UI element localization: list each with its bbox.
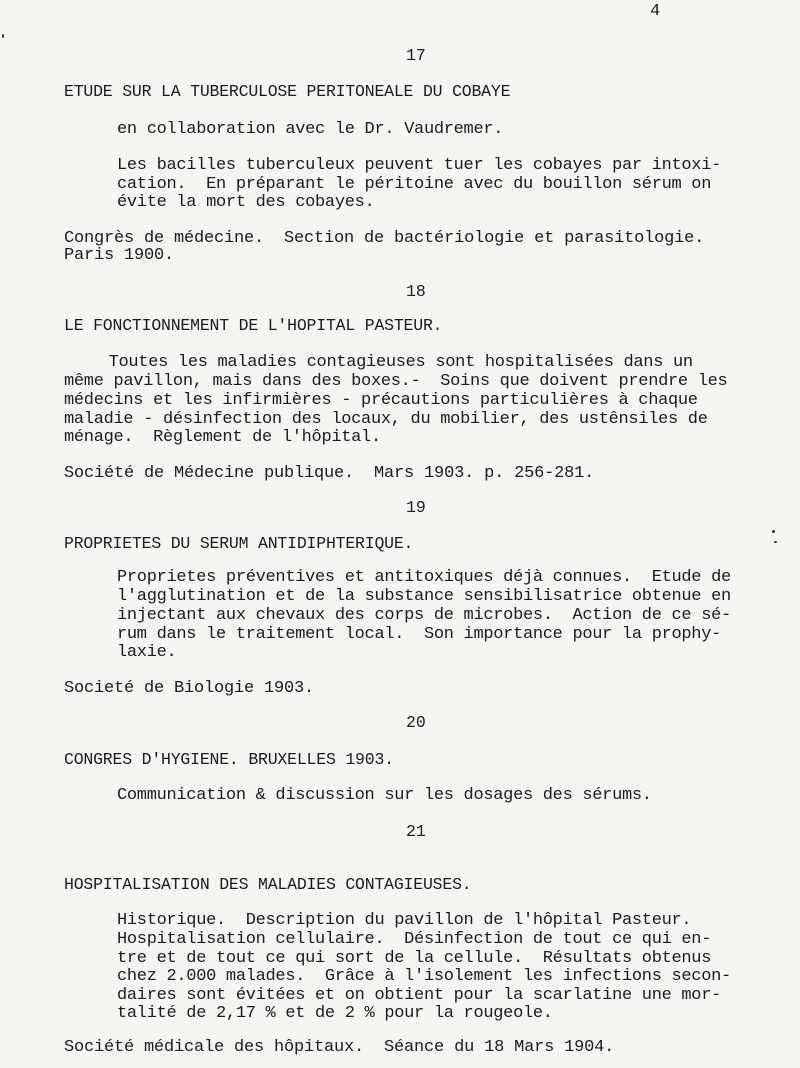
entry-body-line: cation. En préparant le péritoine avec du bouillon sérum on (117, 175, 712, 194)
entry-body-line: Historique. Description du pavillon de l'hôpital Pasteur. (117, 911, 692, 930)
entry-source-line: Société de Médecine publique. Mars 1903. p. 256-281. (64, 464, 595, 483)
entry-body-line: chez 2.000 malades. Grâce à l'isolement les infections secon- (117, 967, 731, 986)
entry-source-line: Paris 1900. (64, 246, 175, 265)
entry-body-line: ménage. Règlement de l'hôpital. (64, 428, 381, 447)
entry-body-line: Les bacilles tuberculeux peuvent tuer les cobayes par intoxi- (117, 156, 722, 175)
entry-title: PROPRIETES DU SERUM ANTIDIPHTERIQUE. (64, 534, 414, 553)
entry-body-line: Communication & discussion sur les dosages des sérums. (117, 786, 652, 805)
scan-speck (2, 34, 4, 38)
entry-collaboration: en collaboration avec le Dr. Vaudremer. (117, 120, 504, 139)
entry-number: 21 (406, 822, 426, 841)
entry-source-line: Société médicale des hôpitaux. Séance du 18 Mars 1904. (64, 1038, 615, 1057)
entry-title: HOSPITALISATION DES MALADIES CONTAGIEUSES. (64, 875, 472, 894)
entry-title: ETUDE SUR LA TUBERCULOSE PERITONEALE DU COBAYE (64, 82, 511, 101)
entry-number: 18 (406, 282, 426, 301)
entry-title: LE FONCTIONNEMENT DE L'HOPITAL PASTEUR. (64, 316, 443, 335)
entry-body-line: médecins et les infirmières - précautions particulières à chaque (64, 391, 698, 410)
entry-body-line: l'agglutination et de la substance sensibilisatrice obtenue en (117, 587, 731, 606)
page-number: 4 (650, 2, 661, 21)
entry-number: 17 (406, 46, 426, 65)
entry-number: 19 (406, 498, 426, 517)
entry-body-line: Proprietes préventives et antitoxiques déjà connues. Etude de (117, 568, 731, 587)
entry-body-line: même pavillon, mais dans des boxes.- Soins que doivent prendre les (64, 372, 728, 391)
entry-source-line: Congrès de médecine. Section de bactériologie et parasitologie. (64, 229, 705, 248)
entry-body-line: injectant aux chevaux des corps de microbes. Action de ce sé- (117, 606, 731, 625)
entry-number: 20 (406, 713, 426, 732)
scan-speck (774, 541, 777, 543)
entry-body-line: rum dans le traitement local. Son importance pour la prophy- (117, 625, 722, 644)
entry-title: CONGRES D'HYGIENE. BRUXELLES 1903. (64, 750, 394, 769)
entry-body-line: daires sont évitées et on obtient pour la scarlatine une mor- (117, 986, 722, 1005)
entry-source-line: Societé de Biologie 1903. (64, 679, 315, 698)
entry-body-line: laxie. (117, 643, 177, 662)
entry-body-line: Toutes les maladies contagieuses sont hospitalisées dans un (69, 353, 693, 372)
scan-speck (772, 530, 775, 533)
entry-body-line: talité de 2,17 % et de 2 % pour la rougeole. (117, 1004, 553, 1023)
entry-body-line: Hospitalisation cellulaire. Désinfection de tout ce qui en- (117, 930, 712, 949)
entry-body-line: tre et de tout ce qui sort de la cellule. Résultats obtenus (117, 949, 712, 968)
entry-body-line: maladie - désinfection des locaux, du mobilier, des ustênsiles de (64, 410, 708, 429)
entry-body-line: évite la mort des cobayes. (117, 193, 375, 212)
